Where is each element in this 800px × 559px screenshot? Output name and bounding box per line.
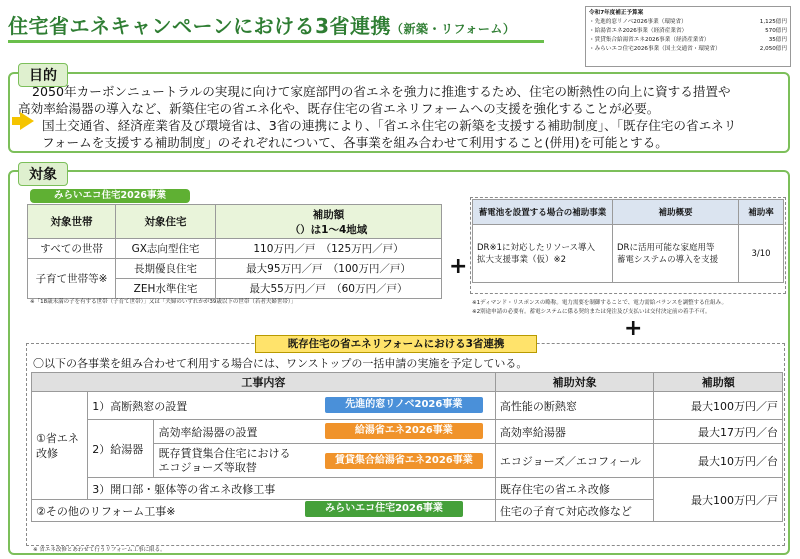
- program-badge: みらいエコ住宅2026事業: [305, 501, 463, 517]
- budget-label: ・みらいエコ住宅2026事業（国土交通省・環境省）: [589, 45, 721, 52]
- work-cell: 3）開口部・躯体等の省エネ改修工事: [88, 478, 496, 500]
- house-cell: GX志向型住宅: [116, 239, 216, 259]
- group-energy-cell: ①省エネ改修: [32, 392, 88, 500]
- table-header-row: [28, 205, 442, 239]
- title-underline: [8, 40, 544, 43]
- budget-box: [585, 6, 791, 67]
- household-cell: すべての世帯: [28, 239, 116, 259]
- battery-note-1: ※1ディマンド・リスポンスの略称。電力需要を制御することで、電力需給バランスを調整する仕組み。: [472, 300, 727, 306]
- amount-alt: （100万円／戸）: [333, 263, 411, 275]
- water-heater-cell: 2）給湯器: [88, 420, 154, 478]
- work-cell: [154, 444, 495, 478]
- work-label: 既存賃貸集合住宅における: [158, 446, 291, 460]
- amount-header: 補助額: [312, 208, 345, 221]
- house-cell: ZEH水準住宅: [116, 279, 216, 299]
- summary-line: 蓄電システムの導入を支援: [617, 254, 719, 265]
- col-summary: 補助概要: [613, 200, 739, 225]
- budget-label: ・賃貸集合給湯省エネ2026事業（経済産業省）: [589, 36, 710, 43]
- page-title: [8, 10, 515, 39]
- other-reform-cell: ②その他のリフォーム工事※: [32, 500, 496, 522]
- work-cell: [154, 420, 495, 444]
- col-work: 工事内容: [32, 373, 496, 392]
- budget-row: [589, 27, 787, 36]
- amount-alt: （60万円／戸）: [336, 283, 408, 295]
- table-row: [32, 478, 783, 500]
- col-rate: 補助率: [739, 200, 784, 225]
- reform-intro: 〇以下の各事業を組み合わせて利用する場合には、ワンストップの一括申請の実施を予定している。: [33, 357, 528, 370]
- table-row: [28, 239, 442, 259]
- target-cell: 高効率給湯器: [495, 420, 654, 444]
- program-badge: 先進的窓リノベ2026事業: [325, 397, 483, 413]
- plus-icon: +: [624, 316, 643, 341]
- col-house: 対象住宅: [116, 205, 216, 239]
- target-cell: 住宅の子育て対応改修など: [495, 500, 654, 522]
- target-cell: 既存住宅の省エネ改修: [495, 478, 654, 500]
- col-program: 蓄電池を設置する場合の補助事業: [473, 200, 613, 225]
- amount-cell: [216, 239, 442, 259]
- program-cell: [473, 225, 613, 283]
- purpose-line-1: 2050年カーボンニュートラルの実現に向けて家庭部門の省エネを強力に推進するため、住宅の断熱性の向上に資する措置や: [32, 84, 731, 99]
- budget-row: [589, 18, 787, 27]
- amount-header-note: （）は1～4地域: [289, 223, 368, 236]
- summary-cell: [613, 225, 739, 283]
- col-amount: [216, 205, 442, 239]
- title-subtitle: （新築・リフォーム）: [391, 22, 516, 36]
- reform-label: 既存住宅の省エネリフォームにおける3省連携: [255, 335, 537, 353]
- amount-cell: [216, 279, 442, 299]
- summary-line: DRに活用可能な家庭用等: [617, 242, 715, 253]
- work-cell: [88, 392, 496, 420]
- table-row: [473, 225, 784, 283]
- household-cell: 子育て世帯等※: [28, 259, 116, 299]
- program-badge: 賃貸集合給湯省エネ2026事業: [325, 453, 483, 469]
- budget-label: ・給湯省エネ2026事業（経済産業省）: [589, 27, 688, 34]
- house-cell: 長期優良住宅: [116, 259, 216, 279]
- purpose-line-4: フォームを支援する補助制度」のそれぞれについて、各事業を組み合わせて利用すること(併用)を可能とする。: [42, 135, 668, 150]
- budget-amount: 35億円: [768, 36, 787, 43]
- rate-cell: 3/10: [739, 225, 784, 283]
- amount-cell: 最大100万円／戸: [654, 478, 783, 522]
- budget-label: ・先進的窓リノベ2026事業（環境省）: [589, 18, 687, 25]
- amount-cell: 最大10万円／台: [654, 444, 783, 478]
- target-tab: 対象: [18, 162, 68, 186]
- table-row: [28, 259, 442, 279]
- amount-value: 最大55万円／戸: [249, 283, 326, 295]
- budget-heading: 令和7年度補正予算案: [589, 10, 644, 16]
- reform-footnote: ※ 省エネ改修とあわせて行うリフォーム工事に限る。: [33, 547, 166, 553]
- amount-alt: （125万円／戸）: [325, 243, 404, 255]
- battery-table: [472, 199, 784, 283]
- plus-icon: +: [449, 254, 468, 279]
- table-row: [32, 392, 783, 420]
- mirai-program-label: みらいエコ住宅2026事業: [30, 189, 190, 203]
- purpose-line-2: 高効率給湯器の導入など、新築住宅の省エネ化や、既存住宅の省エネリフォームへの支援を強化することが必要。: [18, 101, 660, 116]
- purpose-tab: 目的: [18, 63, 68, 87]
- amount-cell: 最大17万円／台: [654, 420, 783, 444]
- budget-row: [589, 36, 787, 45]
- budget-amount: 2,050億円: [759, 45, 787, 52]
- budget-row: [589, 45, 787, 54]
- battery-note-2: ※2別途申請の必要有。蓄電システムに係る契約または発注及び支払いは交付決定前の着手不可。: [472, 309, 711, 315]
- program-line: DR※1に対応したリソース導入: [477, 242, 596, 253]
- work-label: エコジョーズ等取替: [158, 460, 257, 474]
- budget-amount: 570億円: [765, 27, 787, 34]
- col-target: 補助対象: [495, 373, 654, 392]
- budget-amount: 1,125億円: [759, 18, 787, 25]
- table-header-row: [32, 373, 783, 392]
- amount-cell: 最大100万円／戸: [654, 392, 783, 420]
- title-text: 住宅省エネキャンペーンにおける3省連携: [8, 14, 392, 38]
- work-label: 1）高断熱窓の設置: [92, 399, 188, 413]
- target-cell: エコジョーズ／エコフィール: [495, 444, 654, 478]
- amount-cell: [216, 259, 442, 279]
- new-build-table: [27, 204, 442, 299]
- col-amount: 補助額: [654, 373, 783, 392]
- col-household: 対象世帯: [28, 205, 116, 239]
- amount-value: 最大95万円／戸: [246, 263, 323, 275]
- purpose-line-3: 国土交通省、経済産業省及び環境省は、3省の連携により、「省エネ住宅の新築を支援する補助制度」、「既存住宅の省エネリ: [42, 118, 737, 133]
- program-badge: 給湯省エネ2026事業: [325, 423, 483, 439]
- table-header-row: [473, 200, 784, 225]
- program-line: 拡大支援事業（仮）※2: [477, 254, 567, 265]
- target-cell: 高性能の断熱窓: [495, 392, 654, 420]
- new-table-footnote: ※「18歳未満の子を有する世帯（子育て世帯）」又は「夫婦のいずれかが39歳以下の世帯（若者夫婦世帯）」: [30, 299, 297, 305]
- reform-table: [31, 372, 783, 522]
- arrow-right-icon: [20, 112, 34, 130]
- amount-value: 110万円／戸: [253, 243, 316, 255]
- work-label: 高効率給湯器の設置: [158, 425, 258, 439]
- table-row: [32, 420, 783, 444]
